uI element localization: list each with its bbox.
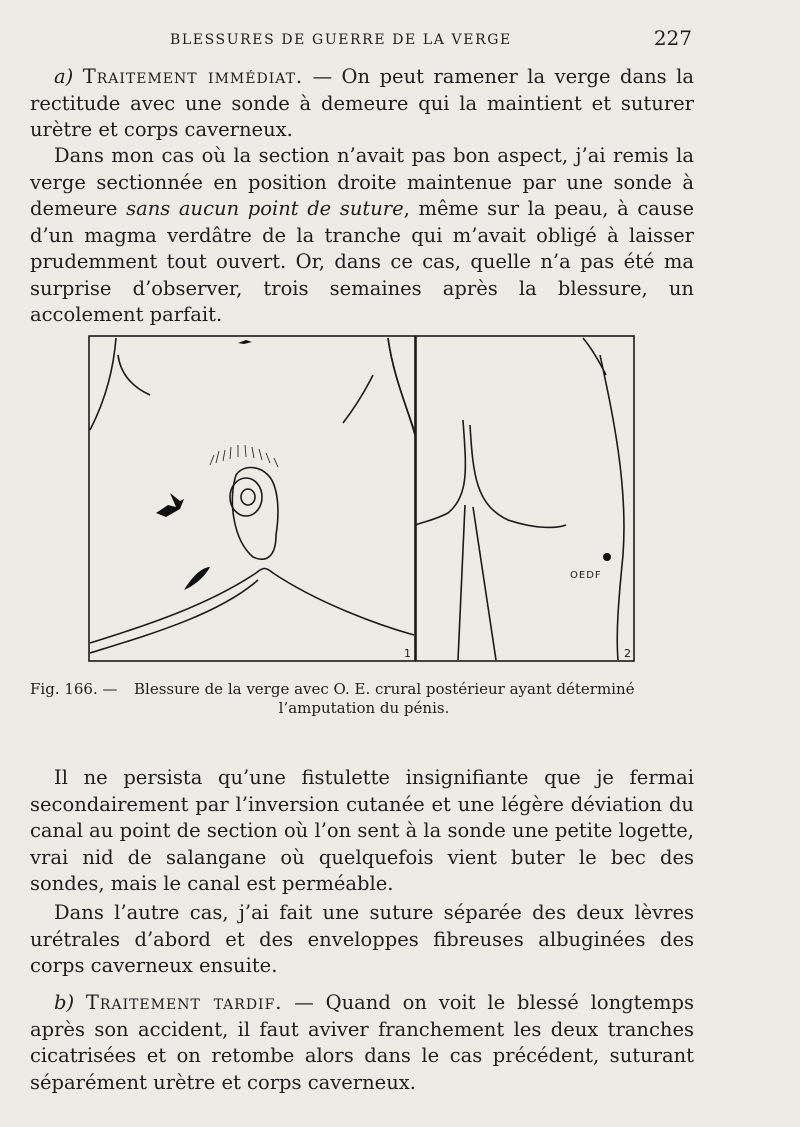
caption-line-2: l’amputation du pénis. xyxy=(278,699,450,717)
paragraph-section-b xyxy=(30,990,694,1096)
panel-1-thigh-line xyxy=(90,569,414,644)
para2-before: Dans mon cas où la section n’avait pas bon aspect, j’ai remis la verge sectionnée en position droite maintenue par une sonde à demeure xyxy=(30,144,694,220)
paragraph-section-a xyxy=(30,64,694,144)
paragraph-2 xyxy=(30,143,694,329)
panel-2-left-leg xyxy=(458,505,465,660)
navel-mark xyxy=(238,340,252,344)
page-number: 227 xyxy=(653,26,692,50)
section-b-text: — Quand on voit le blessé longtemps après son accident, il faut aviver franchement les deux tranches cicatrisées et on retombe alors dans le cas précédent, suturant séparément urètre et corps caverneux. xyxy=(30,991,694,1094)
para2-after: , même sur la peau, à cause d’un magma verdâtre de la tranche qui m’avait obligé à laisser prudemment tout ouvert. Or, dans ce cas, quelle n’a pas été ma surprise d’observer, trois semaines après la blessure, un accolement parfait. xyxy=(30,197,694,326)
section-b-label: b) xyxy=(54,991,75,1014)
panel-1-left-contour xyxy=(90,338,116,430)
panel-1-number: 1 xyxy=(404,647,411,660)
caption-label: Fig. 166. — xyxy=(30,680,118,698)
panel-2-right-buttock xyxy=(470,425,566,527)
figure-166 xyxy=(88,335,636,663)
panel-2-top-curve xyxy=(583,338,606,375)
caption-line-1: Blessure de la verge avec O. E. crural postérieur ayant déterminé xyxy=(134,680,635,698)
section-a-text: — On peut ramener la verge dans la rectitude avec une sonde à demeure qui la maintient et suturer urètre et corps caverneux. xyxy=(30,65,694,141)
panel-2-left-contour xyxy=(388,338,415,435)
section-a-heading: Traitement immédiat. xyxy=(82,65,304,88)
panel-2-right-contour xyxy=(600,355,624,660)
panel-1-left-fold xyxy=(118,355,150,395)
panel-1-thigh-line-2 xyxy=(90,580,258,653)
entry-point-dot xyxy=(603,553,611,561)
running-title: BLESSURES DE GUERRE DE LA VERGE xyxy=(170,32,512,48)
panel-2-number: 2 xyxy=(624,647,631,660)
page-header xyxy=(30,26,692,54)
paragraph-4: Dans l’autre cas, j’ai fait une suture séparée des deux lèvres urétrales d’abord et des enveloppes fibreuses albuginées des corps caverneux ensuite. xyxy=(30,901,694,977)
paragraph-3: Il ne persista qu’une fistulette insignifiante que je fermai secondairement par l’inversion cutanée et une légère déviation du canal au point de section où l’on sent à la sonde une petite logette, vrai nid de salangane où quelquefois vient buter le bec des sondes, mais le canal est perméable. xyxy=(30,766,694,895)
pubic-hair-hatching xyxy=(210,445,278,467)
figure-illustration xyxy=(88,335,636,663)
panel-1-frame xyxy=(89,336,415,661)
section-b-heading: Traitement tardif. xyxy=(85,991,283,1014)
panel-1-right-contour xyxy=(388,338,414,430)
section-a-label: a) xyxy=(54,65,74,88)
panel-2-label: OEDF xyxy=(570,570,602,581)
wound-outer xyxy=(230,478,262,516)
figure-caption xyxy=(30,680,698,718)
wound-inner xyxy=(241,489,255,505)
groin-wound-mark xyxy=(184,567,210,590)
panel-1-right-fold xyxy=(343,375,373,423)
left-wound-mark xyxy=(156,493,184,517)
para2-italic: sans aucun point de suture xyxy=(126,197,404,220)
panel-2-inner-leg xyxy=(473,507,496,660)
panel-2-frame xyxy=(416,336,634,661)
panel-2-left-buttock xyxy=(416,420,465,525)
